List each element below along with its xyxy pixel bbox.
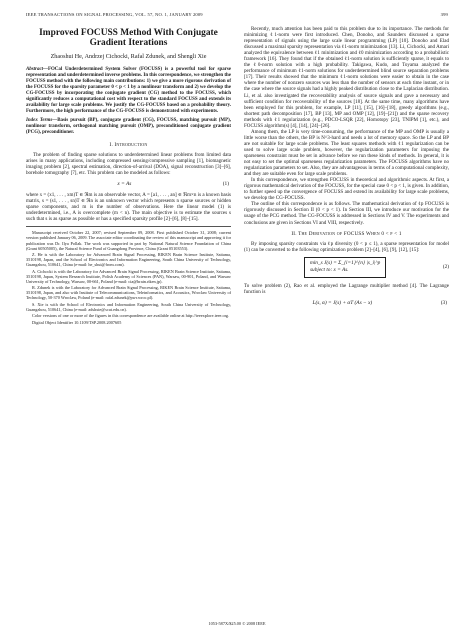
equation-2	[304, 257, 449, 278]
journal-header: IEEE TRANSACTIONS ON SIGNAL PROCESSING, VOL. 57, NO. 1, JANUARY 2009	[26, 12, 203, 17]
equation-1-body: x = As	[117, 181, 132, 188]
body-paragraph-outline: The outline of this correspondence is as follows. The mathematical derivation of ℓp FOCUSS is rigorously discussed in Section II (0 < p < 1). In Section III, we introduce our motivation for the usage of the PCG method. The CG-FOCUSS is addressed in Sections IV and V. The experiments and conclusions are given in Sections VI and VIII, respectively.	[244, 201, 449, 226]
footnote-author-zdunek: R. Zdunek is with the Laboratory for Advanced Brain Signal Processing, RIKEN Brain Science Institute, Saitama, 3510198, Japan, and also with Institute of Telecommunications, Teleinformatics, and Acoustics, Wroclaw University of Technology, 50-370 Wroclaw, Poland (e-mail: rafal.zdunek@pwr.wroc.pl).	[26, 285, 231, 301]
author-list: Zhaoshui He, Andrzej Cichocki, Rafal Zdunek, and Shengli Xie	[50, 53, 207, 60]
intro-paragraph: The problem of finding sparse solutions to underdetermined linear problems from limited data arises in many applications, including compressed sensing/compressive sampling [1], biomagnetic imaging problem [2], spectral estimation, direction-of-arrival (DOA), signal reconstruction [3]–[6], borehole tomography [7], etc. This problem can be modeled as follows:	[26, 151, 231, 176]
index-terms	[26, 118, 231, 136]
footnote-author-xie: S. Xie is with the School of Electronics and Information Engineering, South China University of Technology, Guangzhou, 510641, China (e-mail: adshxie@scut.edu.cn).	[26, 301, 231, 312]
left-column	[26, 28, 231, 325]
equation-2-constraint: subject to: x = As.	[310, 267, 349, 274]
right-column	[244, 26, 449, 311]
body-paragraph-lagrange: To solve problem (2), Rao et al. employed the Lagrange multiplier method [4]. The Lagrange function is	[244, 282, 449, 295]
footnotes	[26, 226, 231, 324]
equation-3	[244, 300, 447, 306]
abstract-text: FOCal Underdetermined System Solver (FOCUSS) is a powerful tool for sparse representation and underdetermined inverse problems. In this correspondence, we strengthen the FOCUSS method with the following main contributions: 1) we give a more rigorous derivation of the FOCUSS for the sparsity parameter 0 < p < 1 by a nonlinear transform and 2) we develop the CG-FOCUSS by incorporating the conjugate gradient (CG) method to the FOCUSS, which significantly reduces a computational cost with respect to the standard FOCUSS and extends its availability for large scale problems. We justify the CG-FOCUSS based on a probability theory. Furthermore, the high performance of the CG-FOCUSS is demonstrated with experiments.	[26, 66, 231, 114]
equation-2-objective: min_s J(s) = Σ_{i=1}^{n} |s_i|^p	[310, 259, 381, 266]
section-heading-derivation: II. The Derivation of FOCUSS When 0 < p < 1	[291, 230, 402, 237]
equation-1-number: (1)	[222, 181, 229, 188]
copyright-code: 1053-587X/$25.00 © 2008 IEEE	[208, 621, 266, 626]
page-number: 399	[440, 12, 448, 17]
equation-1	[26, 181, 229, 187]
footnote-author-he: Z. He is with the Laboratory for Advanced Brain Signal Processing, RIKEN Brain Science Institute, Saitama, 3510198, Japan, and the School of Electronics and Information Engineering, South China University of Technology, Guangzhou, 510641, China (e-mail: he_shui@from.com).	[26, 252, 231, 268]
abstract-label: Abstract—	[26, 66, 48, 72]
equation-3-number: (3)	[440, 299, 447, 306]
body-paragraph-background: Recently, much attention has been paid to this problem due to its importance. The methods for minimizing ℓ1-norm were first introduced. Chen, Donoho, and Saunders discussed a sparse representation of signals using the large scale linear programming (LP) [10]. Donoho and Elad discussed a maximal sparsity representation via ℓ1-norm minimization [13]. Li, Cichocki, and Amari analyzed the equivalence between ℓ1 minimization and ℓ0 minimization according to a probabilistic framework [16]. They found that if the obtained ℓ1-norm solution is sufficiently sparse, it equals to the ℓ0-norm solution with a high probability. Takigawa, Kudo, and Toyama analyzed the performance of minimum ℓ1-norm solutions for underdetermined blind source separation problems [17]. Their results showed that the minimum ℓ1-norm solutions were easier to obtain in the case where the number of nonzero sources was less than the number of sensors at each time instant, or in the case where the source signals had a highly peaked distribution close to the Laplacian distribution. Li, et al. also investigated the recoverability analysis of source signals and gave a necessary and sufficient condition for recoverability of the sources [18]. At the same time, many algorithms have been employed for this problem, for example, LP [11], [15], [16]–[18], greedy algorithms (e.g., shortest path decomposition [17], BP [13], MP and OMP [12], [19]–[21]) and the sparse recovery methods with ℓ1 regularization (e.g., PDCO-LSQR [22], Homotopy [23], TNIPM [1], etc.), and FOCUSS algorithm(s) [4], [14], [24]–[26].	[244, 26, 449, 129]
running-head	[26, 12, 448, 17]
body-paragraph-contributions: In this correspondence, we strengthen FOCUSS in theoretical and algorithmic aspects. At first, a rigorous mathematical derivation of the FOCUSS, for the special case 0 < p < 1, is given. In addition, to further speed up the convergence of FOCUSS and extend its availability for large scale problems, we develop the CG-FOCUSS.	[244, 177, 450, 202]
model-description-paragraph: where x = (x1, . . . , xm)T ∈ ℜm is an observable vector, A = [a1, . . . , an] ∈ ℜm×n is a known basis matrix, s = (s1, . . . , sn)T ∈ ℜn is an unknown vector which represents n sparse sources or hidden sparse components, and m is the number of observations. Here the linear model (1) is underdetermined, i.e., A is overcomplete (m < n). The main objective is to estimate the sources s such that s is as sparse as possible or has a specified sparsity profile [2]–[6], [8]–[15].	[26, 192, 231, 223]
equation-2-number: (2)	[442, 264, 449, 271]
abstract	[26, 67, 231, 115]
doi-line: Digital Object Identifier 10.1109/TSP.2008.2007605	[32, 319, 122, 325]
body-paragraph-comparison: Among them, the LP is very time-consuming, the performance of the MP and OMP is usually a little worse than the others, the BP is N^3-hard and needs a lot of memory space. So the LP and BP are not suitable for large scale problems. The least squares methods with ℓ1 regularization can be used to solve large scale problem, however, the regularization parameters for imposing the sparseness constraint must be set in advance before we run these kinds of methods. In general, it is not easy to set the optimal sparseness regularization parameters. The FOCUSS algorithms have no regularization parameters to set. Also, they are advantageous in terms of a computational complexity, and they are suitable even for large scale problems.	[244, 128, 449, 178]
index-terms-label: Index Terms—	[26, 117, 58, 123]
equation-3-body: L(s, α) = J(s) + αT (As − x)	[312, 299, 373, 306]
paper-title: Improved FOCUSS Method With Conjugate Gradient Iterations	[39, 28, 218, 49]
section-heading-introduction: I. Introduction	[109, 141, 148, 148]
footnote-color-versions: Color versions of one or more of the figures in this correspondence are available online at http://ieeexplore.ieee.org.	[32, 313, 230, 319]
footnote-manuscript: Manuscript received October 22, 2007; revised September 09, 2008. First published October 31, 2008; current version published January 06, 2009. The associate editor coordinating the review of this manuscript and approving it for publication was Dr. Ilya Pollak. The work was supported in part by National Natural Science Foundation of China (Grant 60505005), the Natural Science Fund of Guangdong Province, China (Grant 05103553).	[26, 230, 231, 251]
index-terms-text: Basis pursuit (BP), conjugate gradient (CG), FOCUSS, matching pursuit (MP), nonlinear transform, orthogonal matching pursuit (OMP), preconditioned conjugate gradient (PCG), preconditioner.	[26, 117, 231, 135]
body-paragraph-sparsity: By imposing sparsity constraints via ℓp diversity (0 < p ≤ 1), a sparse representation for model (1) can be converted to the following optimization problem [2]–[4], [6], [9], [12], [15]:	[244, 240, 449, 253]
footnote-author-cichocki: A. Cichocki is with the Laboratory for Advanced Brain Signal Processing, RIKEN Brain Science Institute, Saitama, 3510198, Japan, System Research Institute, Polish Academy of Sciences (PAN), Warsaw, 00-901, Poland, and Warsaw University of Technology, Warsaw, 00-661, Poland (e-mail: cia@brain.riken.jp).	[26, 268, 231, 284]
equation-2-box	[304, 257, 386, 278]
